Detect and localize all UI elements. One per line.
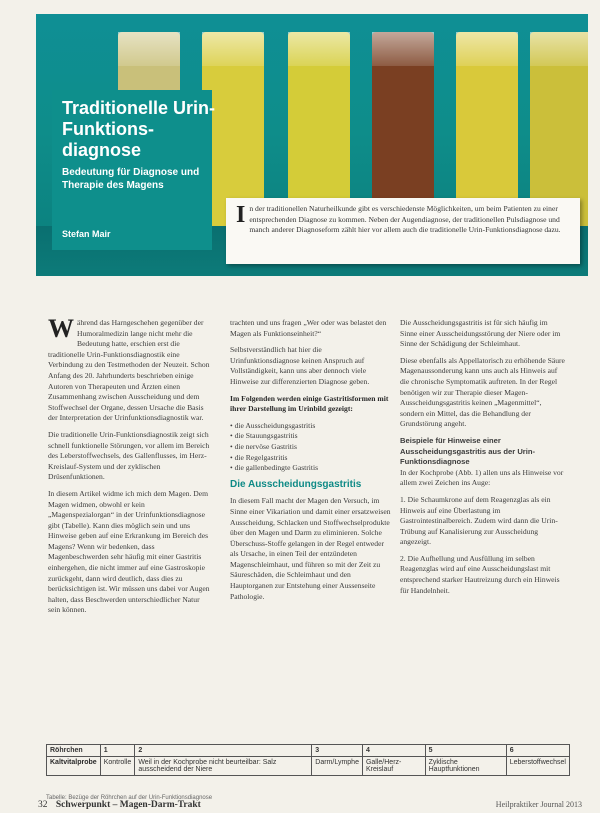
table-cell: Darm/Lymphe	[312, 757, 363, 776]
table-cell: Zyklische Hauptfunktionen	[425, 757, 506, 776]
article-subtitle: Bedeutung für Diagnose und Therapie des Magens	[62, 167, 200, 191]
example-item-1: 1. Die Schaumkrone auf dem Reagenzglas als ein Hinweis auf eine Überlastung im Gastrointestinalbereich. Zudem wird dann die Urin-Trübung auf Kanalisierung zur Ausscheidung angezeigt.	[400, 494, 558, 547]
col2-paragraph-1: trachten und uns fragen „Wer oder was belastet den Magen als Funktionseinheit?“	[230, 318, 387, 338]
body-dropcap: W	[48, 314, 74, 343]
col1-paragraph-2: Die traditionelle Urin-Funktionsdiagnostik zeigt sich schnell funktionelle Störungen, vor allem im Bereich des Leberstoffwechsels, des Gallenflusses, im Herz-Kreislauf-System und der zyklischen Drüsenfunktionen.	[48, 429, 210, 482]
col1-paragraph-3: In diesem Artikel widme ich mich dem Magen. Dem Magen widmen, obwohl er kein „Magenspezialorgan“ in der Urinfunktionsdiagnose gibt (Tabelle). Kann dies möglich sein und uns Hinweise geben auf eine Erkrankung im Bereich des Magens? Wenn wir bedenken, dass Magenbeschwerden sehr häufig mit einer Gastritis einhergehen, die nicht immer auf eine Gastroskopie zurückgeht, dann wird deutlich, dass dies zu berücksichtigen ist. Wir müssen uns dabei vor Augen halten, dass Beschwerden unterschiedlicher Natur sein können.	[48, 488, 210, 615]
table-header-cell: 4	[362, 745, 425, 757]
example-box-title: Beispiele für Hinweise einer Ausscheidungsgastritis aus der Urin-Funktionsdiagnose	[400, 435, 536, 467]
table-row-label: Kaltvitalprobe	[47, 757, 101, 776]
text-column-1	[48, 314, 210, 622]
article-author: Stefan Mair	[62, 229, 111, 239]
tube-table	[46, 744, 570, 776]
text-column-3	[400, 318, 566, 602]
list-item: • die gallenbedingte Gastritis	[230, 463, 392, 474]
example-item-2: 2. Die Aufhellung und Ausfüllung im selben Reagenzglas wird auf eine Ausscheidungslast mit entsprechend starker Hautreizung durch ein Hinweis für Handelnheit.	[400, 553, 560, 595]
col2-paragraph-3: Im Folgenden werden einige Gastritisformen mit ihrer Darstellung im Urinbild gezeigt:	[230, 393, 389, 414]
col2-paragraph-2: Selbstverständlich hat hier die Urinfunktionsdiagnose keinen Anspruch auf Vollständigkeit, kann uns aber dennoch viele Hinweise zur differenzierten Diagnose geben.	[230, 345, 370, 386]
table-header-cell: 1	[100, 745, 135, 757]
table-header-cell: 3	[312, 745, 363, 757]
table-cell: Leberstoffwechsel	[506, 757, 569, 776]
list-item: • die nervöse Gastritis	[230, 442, 392, 453]
lead-text: n der traditionellen Naturheilkunde gibt es verschiedenste Möglichkeiten, um beim Patienten zu einer entsprechenden Diagnose zu kommen. Neben der Augendiagnose, der traditionellen Pulsdiagnose und manch anderer Diagnoseform zählt hier vor allem auch die traditionelle Urin-Funktionsdiagnose dazu.	[249, 204, 561, 235]
table-caption: Tabelle: Bezüge der Röhrchen auf der Urin-Funktionsdiagnose	[46, 795, 213, 801]
table-header-cell: 2	[135, 745, 312, 757]
article-title: Traditionelle Urin-Funktions-diagnose	[62, 98, 216, 160]
footer-right: Heilpraktiker Journal 2013	[495, 800, 582, 809]
table-row	[47, 757, 570, 776]
section-name: Schwerpunkt – Magen-Darm-Trakt	[55, 800, 201, 810]
col1-paragraph-1: ährend das Harngeschehen gegenüber der Humoralmedizin lange nicht mehr die Bedeutung hatte, erschien erst die traditionelle Urin-Funktionsdiagnostik eine Verbindung zu den Testmethoden der Neuzeit. Schon Anfang des 20. Jahrhunderts beschrieben einige Autoren von Therapeuten und Ärzten einen Zusammenhang zwischen Ausscheidung und dem Stoffwechsel der Organe, dessen Ursache die Basis der Interpretation der Urinfunktionsdiagnostik war.	[48, 318, 210, 423]
footer-left	[38, 800, 201, 810]
table-cell: Kontrolle	[100, 757, 135, 776]
section-heading: Die Ausscheidungsgastritis	[230, 478, 362, 490]
text-column-2	[230, 318, 392, 608]
col3-paragraph-1: Die Ausscheidungsgastritis ist für sich häufig im Sinne einer Ausscheidungsstörung der Niere oder im Sinne der Schädigung der Schleimhaut.	[400, 318, 561, 349]
lead-box	[226, 198, 580, 264]
table-cell: Weil in der Kochprobe nicht beurteilbar: Salz ausscheidend der Niere	[135, 757, 312, 776]
list-item: • die Ausscheidungsgastritis	[230, 421, 392, 432]
list-item: • die Stauungsgastritis	[230, 431, 392, 442]
table-header-cell: 6	[506, 745, 569, 757]
list-item: • die Regelgastritis	[230, 453, 392, 464]
lead-dropcap: I	[236, 202, 246, 228]
col2-paragraph-4: In diesem Fall macht der Magen den Versuch, im Sinne einer Vikariation und damit einer ersatzweisen Ausscheidung, Schlacken und Stoffwechselprodukte über den Magen und Darm zu eliminieren. Solche Überschuss-Stoffe gelangen in der Regel entweder als Ursache, in einen Teil der entzündeten Magenschleimhaut, und führen so mit der Zeit zu Säureschäden, die Schleimhaut und den Hauptorganen zur Entstehung einer Aussenseite Pathologie.	[230, 496, 391, 601]
col3-paragraph-2: Diese ebenfalls als Appellatorisch zu erhöhende Säure Magenaussonderung kann uns auch als Hinweis auf die chronische Symptomatik auftreten. In der Regel benötigen wir zur Therapie dieser Magen-Ausscheidungsgastritis keinen „Magenmittel“, sondern ein Mittel, das die Behandlung der Grundstörung angeht.	[400, 355, 565, 429]
gastritis-list	[230, 421, 392, 474]
table-header-label: Röhrchen	[47, 745, 101, 757]
table-cell: Galle/Herz-Kreislauf	[362, 757, 425, 776]
table-header-cell: 5	[425, 745, 506, 757]
page-number: 32	[38, 800, 48, 810]
example-box-intro: In der Kochprobe (Abb. 1) allen uns als Hinweise vor allem zwei Zeichen ins Auge:	[400, 467, 564, 488]
